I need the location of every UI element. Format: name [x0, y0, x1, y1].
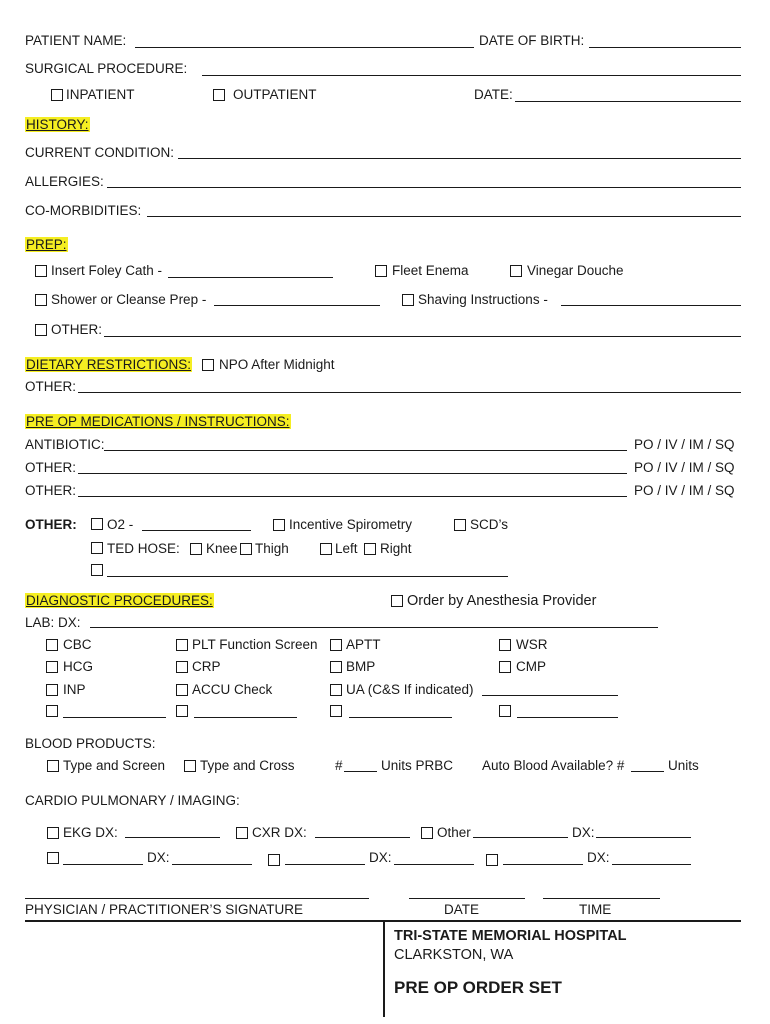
cxr-checkbox[interactable] [236, 827, 248, 839]
bmp-label: BMP [346, 659, 376, 674]
thigh-label: Thigh [255, 541, 289, 556]
anesthesia-checkbox[interactable] [391, 595, 403, 607]
cardio-blank2-field[interactable] [285, 864, 365, 865]
wsr-label: WSR [516, 637, 548, 652]
history-heading: HISTORY: [26, 117, 89, 132]
cardio-blank2-dx-field[interactable] [394, 864, 474, 865]
auto-blood-units: Units [668, 758, 699, 773]
auto-blood-label: Auto Blood Available? # [482, 758, 625, 773]
knee-checkbox[interactable] [190, 543, 202, 555]
prep-other-field[interactable] [104, 336, 741, 337]
ekg-dx-field[interactable] [125, 837, 220, 838]
ekg-checkbox[interactable] [47, 827, 59, 839]
lab-blank4-checkbox[interactable] [499, 705, 511, 717]
comorbidities-field[interactable] [147, 216, 741, 217]
accu-label: ACCU Check [192, 682, 273, 697]
antibiotic-label: ANTIBIOTIC: [25, 437, 105, 452]
crp-label: CRP [192, 659, 221, 674]
other-blank-field[interactable] [107, 576, 508, 577]
dietary-other-field[interactable] [78, 392, 741, 393]
inpatient-checkbox[interactable] [51, 89, 63, 101]
med-other2-label: OTHER: [25, 483, 77, 498]
cardio-blank3-dx-label: DX: [587, 850, 610, 865]
shower-field[interactable] [214, 305, 380, 306]
spirometry-checkbox[interactable] [273, 519, 285, 531]
hcg-checkbox[interactable] [46, 661, 58, 673]
cardio-blank3-field[interactable] [503, 864, 583, 865]
cxr-label: CXR DX: [252, 825, 307, 840]
prbc-hash: # [335, 758, 343, 773]
hospital-city: CLARKSTON, WA [394, 947, 514, 963]
date-label: DATE: [474, 87, 513, 102]
footer-time-field[interactable] [543, 898, 660, 899]
cbc-checkbox[interactable] [46, 639, 58, 651]
lab-blank4-field[interactable] [517, 717, 618, 718]
patient-name-label: PATIENT NAME: [25, 33, 127, 48]
cardio-other-dx-label: DX: [572, 825, 595, 840]
wsr-checkbox[interactable] [499, 639, 511, 651]
cardio-blank3-dx-field[interactable] [612, 864, 691, 865]
prep-other-checkbox[interactable] [35, 324, 47, 336]
current-condition-label: CURRENT CONDITION: [25, 145, 175, 160]
lab-blank2-field[interactable] [194, 717, 297, 718]
scds-checkbox[interactable] [454, 519, 466, 531]
date-of-birth-label: DATE OF BIRTH: [479, 33, 585, 48]
lab-blank3-checkbox[interactable] [330, 705, 342, 717]
prbc-units-field[interactable] [344, 771, 377, 772]
cxr-dx-field[interactable] [315, 837, 410, 838]
comorbidities-label: CO-MORBIDITIES: [25, 203, 142, 218]
antibiotic-field[interactable] [104, 450, 627, 451]
cmp-label: CMP [516, 659, 546, 674]
foley-field[interactable] [168, 277, 333, 278]
right-checkbox[interactable] [364, 543, 376, 555]
shaving-checkbox[interactable] [402, 294, 414, 306]
cardio-blank1-dx-label: DX: [147, 850, 170, 865]
other-blank-checkbox[interactable] [91, 564, 103, 576]
spirometry-label: Incentive Spirometry [289, 517, 413, 532]
plt-label: PLT Function Screen [192, 637, 318, 652]
anesthesia-label: Order by Anesthesia Provider [407, 593, 597, 609]
ekg-label: EKG DX: [63, 825, 118, 840]
left-checkbox[interactable] [320, 543, 332, 555]
prep-other-label: OTHER: [51, 322, 103, 337]
footer-time-label: TIME [579, 902, 612, 917]
antibiotic-route: PO / IV / IM / SQ [634, 437, 735, 452]
cardio-blank1-checkbox[interactable] [47, 852, 59, 864]
cardio-blank2-dx-label: DX: [369, 850, 392, 865]
cardio-blank2-checkbox[interactable] [268, 854, 280, 866]
other-section-label: OTHER: [25, 517, 77, 532]
foley-label: Insert Foley Cath - [51, 263, 163, 278]
cardio-blank1-field[interactable] [63, 864, 143, 865]
cardio-blank1-dx-field[interactable] [172, 864, 252, 865]
signature-field[interactable] [25, 898, 369, 899]
thigh-checkbox[interactable] [240, 543, 252, 555]
lab-dx-field[interactable] [90, 627, 658, 628]
signature-label: PHYSICIAN / PRACTITIONER’S SIGNATURE [25, 902, 304, 917]
allergies-field[interactable] [107, 187, 741, 188]
inp-label: INP [63, 682, 86, 697]
outpatient-checkbox[interactable] [213, 89, 225, 101]
aptt-label: APTT [346, 637, 381, 652]
npo-checkbox[interactable] [202, 359, 214, 371]
footer-vertical-divider [383, 921, 385, 1017]
cmp-checkbox[interactable] [499, 661, 511, 673]
med-other2-field[interactable] [78, 496, 627, 497]
lab-dx-label: LAB: DX: [25, 615, 81, 630]
npo-label: NPO After Midnight [219, 357, 335, 372]
prep-heading: PREP: [26, 237, 67, 252]
ted-hose-checkbox[interactable] [91, 542, 103, 554]
diagnostic-heading: DIAGNOSTIC PROCEDURES: [26, 593, 213, 608]
foley-checkbox[interactable] [35, 265, 47, 277]
footer-date-label: DATE [444, 902, 480, 917]
fleet-enema-checkbox[interactable] [375, 265, 387, 277]
type-cross-label: Type and Cross [200, 758, 295, 773]
fleet-enema-label: Fleet Enema [392, 263, 469, 278]
cbc-label: CBC [63, 637, 92, 652]
dietary-other-label: OTHER: [25, 379, 77, 394]
hospital-name: TRI-STATE MEMORIAL HOSPITAL [394, 928, 627, 944]
bmp-checkbox[interactable] [330, 661, 342, 673]
ua-checkbox[interactable] [330, 684, 342, 696]
auto-blood-field[interactable] [631, 771, 664, 772]
inpatient-label: INPATIENT [66, 87, 135, 102]
scds-label: SCD’s [470, 517, 509, 532]
patient-name-field[interactable] [135, 47, 474, 48]
outpatient-label: OUTPATIENT [233, 87, 317, 102]
cardio-other-field[interactable] [473, 837, 568, 838]
form-title: PRE OP ORDER SET [394, 978, 562, 997]
ted-hose-label: TED HOSE: [107, 541, 180, 556]
knee-label: Knee [206, 541, 238, 556]
current-condition-field[interactable] [178, 158, 741, 159]
o2-field[interactable] [142, 530, 251, 531]
type-cross-checkbox[interactable] [184, 760, 196, 772]
accu-checkbox[interactable] [176, 684, 188, 696]
shaving-label: Shaving Instructions - [418, 292, 548, 307]
med-other1-route: PO / IV / IM / SQ [634, 460, 735, 475]
vinegar-douche-checkbox[interactable] [510, 265, 522, 277]
cardio-other-label: Other [437, 825, 471, 840]
lab-blank2-checkbox[interactable] [176, 705, 188, 717]
shower-label: Shower or Cleanse Prep - [51, 292, 207, 307]
cardio-heading: CARDIO PULMONARY / IMAGING: [25, 793, 240, 808]
dietary-heading: DIETARY RESTRICTIONS: [26, 357, 192, 372]
shaving-field[interactable] [561, 305, 741, 306]
aptt-checkbox[interactable] [330, 639, 342, 651]
med-other2-route: PO / IV / IM / SQ [634, 483, 735, 498]
ua-field[interactable] [482, 695, 618, 696]
lab-blank1-field[interactable] [63, 717, 166, 718]
preop-meds-heading: PRE OP MEDICATIONS / INSTRUCTIONS: [26, 414, 290, 429]
left-label: Left [335, 541, 358, 556]
blood-heading: BLOOD PRODUCTS: [25, 736, 156, 751]
cardio-other-checkbox[interactable] [421, 827, 433, 839]
o2-label: O2 - [107, 517, 134, 532]
o2-checkbox[interactable] [91, 518, 103, 530]
footer-date-field[interactable] [409, 898, 525, 899]
med-other1-field[interactable] [78, 473, 627, 474]
cardio-other-dx-field[interactable] [596, 837, 691, 838]
date-field[interactable] [515, 101, 741, 102]
vinegar-douche-label: Vinegar Douche [527, 263, 624, 278]
allergies-label: ALLERGIES: [25, 174, 104, 189]
prbc-units-label: Units PRBC [381, 758, 454, 773]
plt-checkbox[interactable] [176, 639, 188, 651]
inp-checkbox[interactable] [46, 684, 58, 696]
lab-blank1-checkbox[interactable] [46, 705, 58, 717]
med-other1-label: OTHER: [25, 460, 77, 475]
hcg-label: HCG [63, 659, 93, 674]
shower-checkbox[interactable] [35, 294, 47, 306]
cardio-blank3-checkbox[interactable] [486, 854, 498, 866]
ua-label: UA (C&S If indicated) [346, 682, 474, 697]
crp-checkbox[interactable] [176, 661, 188, 673]
type-screen-label: Type and Screen [63, 758, 166, 773]
surgical-procedure-label: SURGICAL PROCEDURE: [25, 61, 188, 76]
right-label: Right [380, 541, 412, 556]
type-screen-checkbox[interactable] [47, 760, 59, 772]
date-of-birth-field[interactable] [589, 47, 741, 48]
surgical-procedure-field[interactable] [202, 75, 741, 76]
lab-blank3-field[interactable] [349, 717, 452, 718]
